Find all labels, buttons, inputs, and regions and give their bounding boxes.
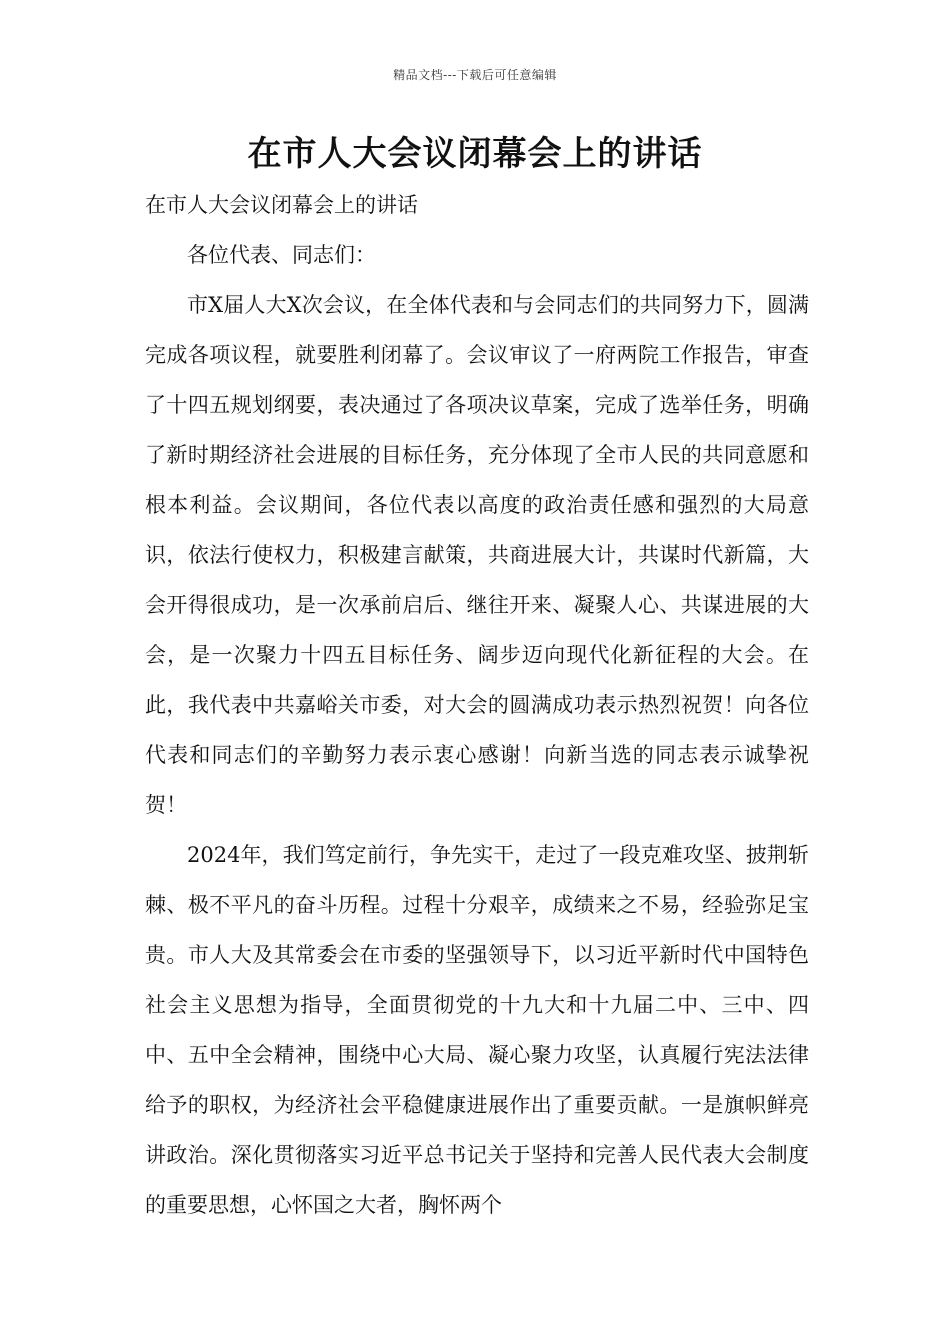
paragraph-1: 市X届人大X次会议，在全体代表和与会同志们的共同努力下，圆满完成各项议程，就要胜利闭幕了。会议审议了一府两院工作报告，审查了十四五规划纲要，表决通过了各项决议草案，完成了选举任务，明确了新时期经济社会进展的目标任务，充分体现了全市人民的共同意愿和根本利益。会议期间，各位代表以高度的政治责任感和强烈的大局意识，依法行使权力，积极建言献策，共商进展大计，共谋时代新篇，大会开得很成功，是一次承前启后、继往开来、凝聚人心、共谋进展的大会，是一次聚力十四五目标任务、阔步迈向现代化新征程的大会。在此，我代表中共嘉峪关市委，对大会的圆满成功表示热烈祝贺！向各位代表和同志们的辛勤努力表示衷心感谢！向新当选的同志表示诚挚祝贺！ bbox=[145, 293, 809, 817]
document-body bbox=[145, 180, 809, 1230]
paragraph-2: 2024年，我们笃定前行，争先实干，走过了一段克难攻坚、披荆斩棘、极不平凡的奋斗历程。过程十分艰辛，成绩来之不易，经验弥足宝贵。市人大及其常委会在市委的坚强领导下，以习近平新时代中国特色社会主义思想为指导，全面贯彻党的十九大和十九届二中、三中、四中、五中全会精神，围绕中心大局、凝心聚力攻坚，认真履行宪法法律给予的职权，为经济社会平稳健康进展作出了重要贡献。一是旗帜鲜亮讲政治。深化贯彻落实习近平总书记关于坚持和完善人民代表大会制度的重要思想，心怀国之大者，胸怀两个 bbox=[145, 843, 809, 1217]
document-subtitle: 在市人大会议闭幕会上的讲话 bbox=[145, 193, 418, 217]
greeting: 各位代表、同志们： bbox=[187, 243, 376, 267]
header-note: 精品文档---下载后可任意编辑 bbox=[393, 68, 557, 82]
document-title: 在市人大会议闭幕会上的讲话 bbox=[247, 134, 703, 174]
